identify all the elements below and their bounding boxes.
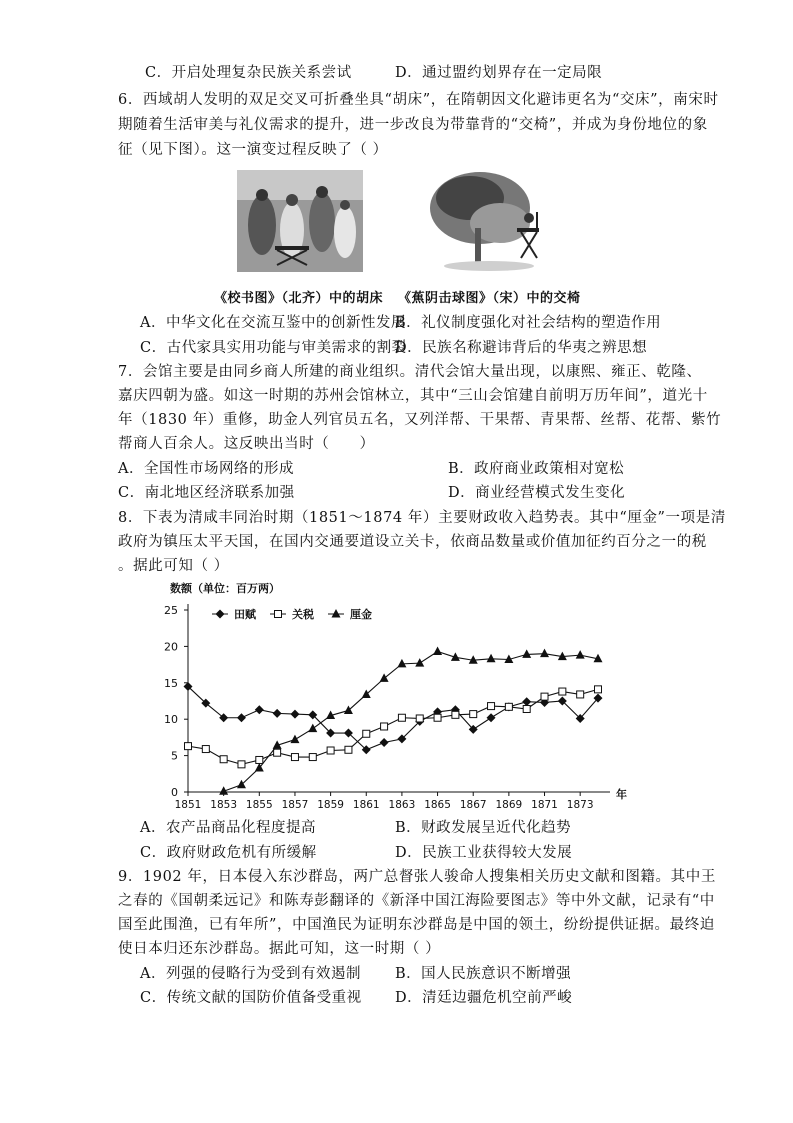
data-point-guanshui: [559, 688, 566, 695]
q9-stem-line-4: 使日本归还东沙群岛。据此可知，这一时期（ ）: [118, 941, 441, 957]
x-tick-label: 1859: [317, 799, 344, 811]
data-point-guanshui: [595, 686, 602, 693]
q6-option-c[interactable]: C．古代家具实用功能与审美需求的割裂: [140, 340, 407, 356]
data-point-guanshui: [256, 756, 263, 763]
y-tick-label: 5: [171, 749, 178, 763]
data-point-lijin: [344, 705, 353, 714]
data-point-tianfu: [237, 713, 246, 722]
x-tick-label: 1853: [210, 799, 238, 811]
data-point-lijin: [290, 735, 299, 744]
data-point-tianfu: [290, 710, 299, 719]
data-point-tianfu: [380, 738, 389, 747]
q9-option-b[interactable]: B．国人民族意识不断增强: [395, 966, 572, 982]
data-point-guanshui: [345, 746, 352, 753]
data-point-lijin: [397, 659, 406, 668]
q7-stem-line-4: 帮商人百余人。这反映出当时（ ）: [118, 436, 375, 452]
x-tick-label: 1873: [566, 799, 594, 811]
q6-stem-line-1: 6．西域胡人发明的双足交叉可折叠坐具“胡床”，在隋朝因文化避讳更名为“交床”，南宋时: [118, 92, 719, 108]
y-tick-label: 10: [164, 713, 178, 727]
series-line-2: [224, 651, 598, 791]
y-tick-label: 25: [164, 604, 178, 617]
q8-stem-line-1: 8．下表为清咸丰同治时期（1851～1874 年）主要财政收入趋势表。其中“厘金”一项是清: [118, 510, 726, 526]
q6-stem-line-3: 征（见下图）。这一演变过程反映了（ ）: [118, 142, 388, 158]
q6-option-a[interactable]: A．中华文化在交流互鉴中的创新性发展: [140, 315, 406, 331]
data-point-guanshui: [220, 756, 227, 763]
q9-option-d[interactable]: D．清廷边疆危机空前严峻: [395, 990, 573, 1006]
data-point-lijin: [487, 654, 496, 663]
data-point-lijin: [237, 780, 246, 789]
caption-jiaoyi: 《蕉阴击球图》（宋）中的交椅: [398, 291, 581, 306]
data-point-guanshui: [416, 715, 423, 722]
data-point-guanshui: [381, 723, 388, 730]
legend-label-0: 田赋: [234, 608, 256, 621]
q9-option-c[interactable]: C．传统文献的国防价值备受重视: [140, 990, 362, 1006]
data-point-tianfu: [487, 713, 496, 722]
data-point-lijin: [308, 724, 317, 733]
q7-stem-line-3: 年（1830 年）重修，助金人列官员五名，又列洋帮、干果帮、青果帮、丝帮、花帮、紫竹: [118, 412, 722, 428]
q9-stem-line-3: 国至此围渔，已有年所”，中国渔民为证明东沙群岛是中国的领土，纷纷提供证据。最终迫: [118, 917, 715, 933]
data-point-tianfu: [273, 709, 282, 718]
data-point-guanshui: [488, 703, 495, 710]
data-point-guanshui: [309, 754, 316, 761]
fiscal-revenue-chart: [150, 578, 640, 813]
x-tick-label: 1865: [424, 799, 451, 811]
data-point-tianfu: [522, 697, 531, 706]
q6-stem-line-2: 期随着生活审美与礼仪需求的提升，进一步改良为带靠背的“交椅”，并成为身份地位的象: [118, 117, 708, 133]
caption-huchuang: 《校书图》（北齐）中的胡床: [214, 291, 384, 306]
q7-option-d[interactable]: D．商业经营模式发生变化: [448, 485, 626, 501]
q7-option-c[interactable]: C．南北地区经济联系加强: [118, 485, 295, 501]
data-point-lijin: [415, 658, 424, 667]
data-point-guanshui: [577, 691, 584, 698]
q8-stem-line-3: 。据此可知（ ）: [118, 558, 229, 574]
q9-option-a[interactable]: A．列强的侵略行为受到有效遏制: [140, 966, 361, 982]
data-point-guanshui: [434, 714, 441, 721]
q5-option-d[interactable]: D．通过盟约划界存在一定局限: [395, 65, 603, 81]
data-point-guanshui: [541, 693, 548, 700]
y-axis-label: 数额（单位：百万两）: [170, 582, 280, 595]
data-point-lijin: [540, 649, 549, 658]
x-tick-label: 1867: [459, 799, 487, 811]
q5-option-c[interactable]: C．开启处理复杂民族关系尝试: [145, 65, 352, 81]
q7-option-a[interactable]: A．全国性市场网络的形成: [118, 461, 294, 477]
q9-stem-line-2: 之春的《国朝柔远记》和陈寿彭翻译的《新泽中国江海险要图志》等中外文献，记录有“中: [118, 893, 715, 909]
data-point-guanshui: [398, 714, 405, 721]
x-tick-label: 1855: [245, 799, 273, 811]
q8-stem-line-2: 政府为镇压太平天国，在国内交通要道设立关卡，依商品数量或价值加征约百分之一的税: [118, 534, 707, 550]
data-point-lijin: [380, 673, 389, 682]
q7-option-b[interactable]: B．政府商业政策相对宽松: [448, 461, 625, 477]
data-point-tianfu: [255, 705, 264, 714]
data-point-guanshui: [185, 743, 192, 750]
data-point-guanshui: [470, 711, 477, 718]
q7-stem-line-2: 嘉庆四朝为盛。如这一时期的苏州会馆林立，其中“三山会馆建自前明万历年间”，道光十: [118, 388, 708, 404]
x-tick-label: 1871: [531, 799, 558, 811]
data-point-guanshui: [327, 747, 334, 754]
q6-option-b[interactable]: B．礼仪制度强化对社会结构的塑造作用: [395, 315, 662, 331]
data-point-lijin: [332, 609, 341, 618]
data-point-guanshui: [523, 706, 530, 713]
y-tick-label: 20: [164, 640, 178, 654]
series-line-0: [188, 686, 598, 749]
data-point-tianfu: [216, 610, 225, 619]
y-tick-label: 0: [171, 786, 178, 799]
legend-label-2: 厘金: [350, 608, 372, 621]
data-point-guanshui: [363, 730, 370, 737]
jiaoshu-tu-painting: [237, 170, 363, 272]
q6-option-d[interactable]: D．民族名称避讳背后的华夷之辨思想: [395, 340, 648, 356]
data-point-guanshui: [202, 746, 209, 753]
series-line-1: [188, 689, 598, 764]
data-point-guanshui: [505, 703, 512, 710]
x-axis-label: 年: [616, 788, 627, 801]
data-point-guanshui: [275, 611, 282, 618]
data-point-lijin: [433, 646, 442, 655]
legend-label-1: 关税: [292, 608, 314, 621]
x-tick-label: 1869: [495, 799, 523, 811]
data-point-lijin: [522, 649, 531, 658]
q8-option-c[interactable]: C．政府财政危机有所缓解: [140, 845, 317, 861]
q7-stem-line-1: 7．会馆主要是由同乡商人所建的商业组织。清代会馆大量出现，以康熙、雍正、乾隆、: [118, 364, 702, 380]
x-tick-label: 1863: [388, 799, 416, 811]
jiaoyin-jiqiu-tu-painting: [425, 168, 553, 272]
x-tick-label: 1861: [352, 799, 380, 811]
data-point-guanshui: [452, 711, 459, 718]
x-tick-label: 1851: [174, 799, 202, 811]
q8-option-a[interactable]: A．农产品商品化程度提高: [140, 820, 316, 836]
q8-option-b[interactable]: B．财政发展呈近代化趋势: [395, 820, 572, 836]
y-tick-label: 15: [164, 676, 178, 690]
data-point-lijin: [576, 650, 585, 659]
data-point-guanshui: [291, 754, 298, 761]
data-point-guanshui: [274, 749, 281, 756]
q9-stem-line-1: 9．1902 年，日本侵入东沙群岛，两广总督张人骏命人搜集相关历史文献和图籍。其中王: [118, 869, 716, 885]
x-tick-label: 1857: [281, 799, 309, 811]
q8-option-d[interactable]: D．民族工业获得较大发展: [395, 845, 573, 861]
data-point-lijin: [362, 689, 371, 698]
data-point-guanshui: [238, 761, 245, 768]
